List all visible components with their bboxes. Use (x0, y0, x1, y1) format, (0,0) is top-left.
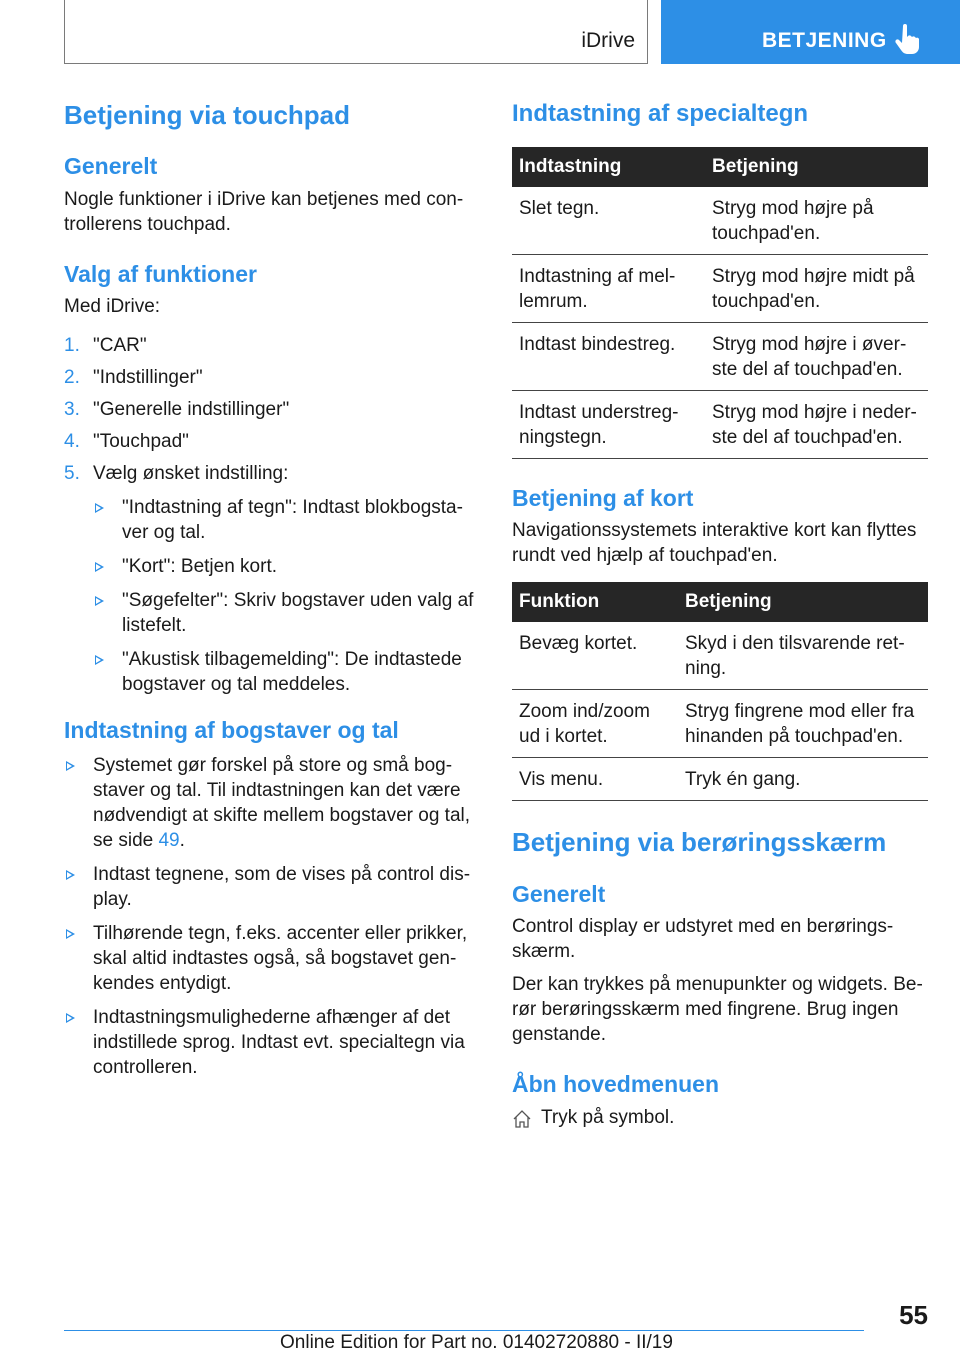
general-heading: Generelt (64, 153, 158, 180)
letters-bullet (64, 753, 476, 853)
substep-text: "Akustisk tilbagemelding": De indtastede bogstaver og tal meddeles. (122, 649, 462, 696)
step-text: Vælg ønsket indstilling: (93, 463, 289, 485)
letters-heading: Indtastning af bogstaver og tal (64, 717, 399, 744)
header-chapter-label: BETJENING (762, 29, 887, 52)
letters-bullet-text: Tilhørende tegn, f.eks. accenter eller prikker, skal altid indtastes også, så bogstavet genkendes entydigt. (93, 922, 468, 994)
page-number: 55 (899, 1300, 928, 1330)
open-menu-heading: Åbn hovedmenuen (512, 1071, 720, 1098)
home-icon (512, 1109, 532, 1129)
substep-item (93, 495, 476, 545)
table-row (512, 622, 928, 690)
header-section-label: iDrive (581, 29, 635, 52)
table-header-cell: Betjening (705, 147, 928, 187)
table-cell: Stryg fingrene mod eller fra hinanden på touchpad'en. (678, 690, 928, 758)
step-item (64, 333, 476, 358)
right-column (512, 100, 928, 1130)
triangle-bullet-icon (95, 562, 104, 572)
step-text: "CAR" (93, 335, 147, 357)
substep-text: "Indtastning af tegn": Indtast blokbogstaver og tal. (122, 497, 463, 544)
table-row (512, 322, 928, 390)
touch-text-1: Control display er udstyret med en berøringsskærm. (512, 916, 894, 963)
table-cell: Indtast bindestreg. (512, 322, 705, 390)
general-text: Nogle funktioner i iDrive kan betjenes med controllerens touchpad. (64, 188, 464, 235)
touch-text-2: Der kan trykkes på menupunkter og widgets. Berør berøringsskærm med fingrene. Brug ingen genstande. (512, 974, 923, 1046)
letters-bullet (64, 1005, 476, 1080)
table-cell: Slet tegn. (512, 187, 705, 255)
letters-bullet-text: Indtastningsmulighederne afhænger af det indstillede sprog. Indtast evt. specialtegn via controlleren. (93, 1006, 465, 1078)
letters-bullet-text: Indtast tegnene, som de vises på control display. (93, 863, 471, 910)
table-cell: Stryg mod højre på touchpad'en. (705, 187, 928, 255)
step-number: 4. (64, 431, 80, 453)
steps-list (64, 333, 476, 697)
substep-text: "Kort": Betjen kort. (122, 556, 277, 578)
open-menu-instruction (512, 1105, 928, 1130)
letters-bullet-end: . (179, 829, 185, 851)
special-heading: Indtastning af specialtegn (512, 100, 809, 127)
table-cell: Stryg mod højre midt på touchpad'en. (705, 254, 928, 322)
step-item (64, 365, 476, 390)
letters-bullet (64, 921, 476, 996)
table-cell: Stryg mod højre i øverste del af touchpad'en. (705, 322, 928, 390)
step-text: "Indstillinger" (93, 367, 203, 389)
letters-bullet (64, 862, 476, 912)
triangle-bullet-icon (95, 596, 104, 606)
step-number: 5. (64, 463, 80, 485)
header-section-box (64, 0, 648, 64)
table-cell: Zoom ind/zoom ud i kortet. (512, 690, 678, 758)
open-menu-text: Tryk på symbol. (541, 1106, 675, 1128)
triangle-bullet-icon (66, 1013, 75, 1023)
table-cell: Indtast understregningstegn. (512, 390, 705, 458)
step-item (64, 397, 476, 422)
table-header-cell: Funktion (512, 582, 678, 622)
triangle-bullet-icon (66, 761, 75, 771)
table-cell: Indtastning af mellemrum. (512, 254, 705, 322)
step-number: 1. (64, 335, 80, 357)
substep-text: "Søgefelter": Skriv bogstaver uden valg af listefelt. (122, 590, 474, 637)
triangle-bullet-icon (66, 929, 75, 939)
table-cell: Stryg mod højre i nederste del af touchpad'en. (705, 390, 928, 458)
map-heading: Betjening af kort (512, 484, 694, 511)
select-functions-heading: Valg af funktioner (64, 260, 257, 287)
table-row (512, 187, 928, 255)
touchpad-title: Betjening via touchpad (64, 100, 351, 130)
table-header-cell: Betjening (678, 582, 928, 622)
footer-divider (64, 1330, 864, 1331)
step-text: "Generelle indstillinger" (93, 399, 290, 421)
table-cell: Vis menu. (512, 758, 678, 801)
map-text: Navigationssystemets interaktive kort kan flyttes rundt ved hjælp af touchpad'en. (512, 520, 917, 567)
triangle-bullet-icon (95, 655, 104, 665)
triangle-bullet-icon (95, 503, 104, 513)
step-item (64, 429, 476, 454)
table-header-row (512, 582, 928, 622)
table-cell: Bevæg kortet. (512, 622, 678, 690)
triangle-bullet-icon (66, 870, 75, 880)
map-table (512, 582, 928, 801)
touchscreen-title: Betjening via berøringsskærm (512, 827, 887, 858)
step-number: 2. (64, 367, 80, 389)
table-row (512, 690, 928, 758)
table-row (512, 390, 928, 458)
step-number: 3. (64, 399, 80, 421)
pointing-hand-icon (895, 24, 921, 54)
table-cell: Tryk én gang. (678, 758, 928, 801)
substep-item (93, 647, 476, 697)
touch-general-heading: Generelt (512, 880, 606, 907)
letters-bullet-text: Systemet gør forskel på store og små bogstaver og tal. Til indtastningen kan det være nødvendigt at skifte mellem bogstaver og tal, se side (93, 754, 471, 851)
letters-list (64, 753, 476, 1080)
page-link[interactable]: 49 (158, 829, 180, 851)
substep-item (93, 554, 476, 579)
table-row (512, 254, 928, 322)
table-header-cell: Indtastning (512, 147, 705, 187)
table-row (512, 758, 928, 801)
substeps-list (93, 495, 476, 697)
table-cell: Skyd i den tilsvarende retning. (678, 622, 928, 690)
footer-edition: Online Edition for Part no. 01402720880 - II/19 (280, 1332, 673, 1353)
special-table (512, 147, 928, 459)
step-text: "Touchpad" (93, 431, 189, 453)
table-header-row (512, 147, 928, 187)
select-intro: Med iDrive: (64, 296, 161, 318)
step-item (64, 461, 476, 697)
left-column (64, 100, 476, 1089)
substep-item (93, 588, 476, 638)
header-chapter-tab (661, 0, 960, 64)
